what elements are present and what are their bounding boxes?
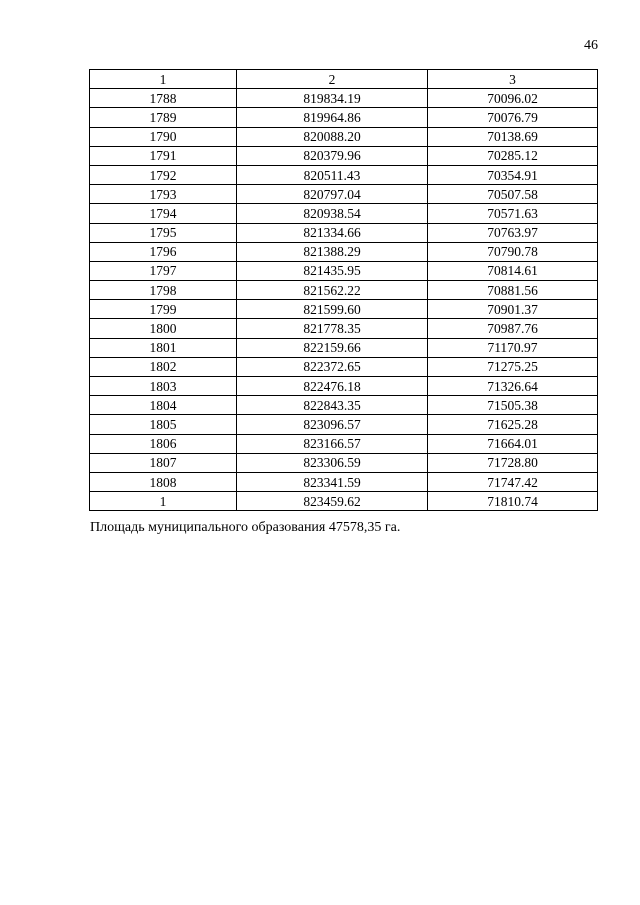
y-coordinate-cell: 70987.76 (428, 319, 598, 338)
point-number-cell: 1800 (90, 319, 237, 338)
y-coordinate-cell: 71810.74 (428, 492, 598, 511)
x-coordinate-cell: 820511.43 (237, 165, 428, 184)
table-row (90, 223, 598, 242)
table-row (90, 453, 598, 472)
table-row (90, 165, 598, 184)
x-coordinate-cell: 820379.96 (237, 146, 428, 165)
x-coordinate-cell: 823096.57 (237, 415, 428, 434)
x-coordinate-cell: 821562.22 (237, 281, 428, 300)
area-note: Площадь муниципального образования 47578,35 га. (90, 520, 401, 535)
y-coordinate-cell: 71275.25 (428, 357, 598, 376)
page-number: 46 (584, 38, 598, 53)
point-number-cell: 1791 (90, 146, 237, 165)
point-number-cell: 1798 (90, 281, 237, 300)
x-coordinate-cell: 823306.59 (237, 453, 428, 472)
y-coordinate-cell: 70571.63 (428, 204, 598, 223)
y-coordinate-cell: 70354.91 (428, 165, 598, 184)
point-number-cell: 1806 (90, 434, 237, 453)
table-row (90, 377, 598, 396)
y-coordinate-cell: 71728.80 (428, 453, 598, 472)
y-coordinate-cell: 71326.64 (428, 377, 598, 396)
x-coordinate-cell: 822843.35 (237, 396, 428, 415)
x-coordinate-cell: 823166.57 (237, 434, 428, 453)
table-row (90, 492, 598, 511)
table-row (90, 127, 598, 146)
point-number-cell: 1803 (90, 377, 237, 396)
point-number-cell: 1807 (90, 453, 237, 472)
point-number-cell: 1790 (90, 127, 237, 146)
x-coordinate-cell: 821334.66 (237, 223, 428, 242)
x-coordinate-cell: 822476.18 (237, 377, 428, 396)
x-coordinate-cell: 823459.62 (237, 492, 428, 511)
x-coordinate-cell: 820938.54 (237, 204, 428, 223)
table-row (90, 185, 598, 204)
y-coordinate-cell: 70285.12 (428, 146, 598, 165)
x-coordinate-cell: 822372.65 (237, 357, 428, 376)
x-coordinate-cell: 820797.04 (237, 185, 428, 204)
point-number-cell: 1793 (90, 185, 237, 204)
point-number-cell: 1796 (90, 242, 237, 261)
header-row (90, 70, 598, 89)
x-coordinate-cell: 819964.86 (237, 108, 428, 127)
y-coordinate-cell: 70507.58 (428, 185, 598, 204)
x-coordinate-cell: 823341.59 (237, 472, 428, 491)
y-coordinate-cell: 70881.56 (428, 281, 598, 300)
point-number-cell: 1804 (90, 396, 237, 415)
y-coordinate-cell: 71170.97 (428, 338, 598, 357)
x-coordinate-cell: 822159.66 (237, 338, 428, 357)
y-coordinate-cell: 70790.78 (428, 242, 598, 261)
point-number-cell: 1797 (90, 261, 237, 280)
x-coordinate-cell: 821435.95 (237, 261, 428, 280)
x-coordinate-cell: 821388.29 (237, 242, 428, 261)
point-number-cell: 1788 (90, 89, 237, 108)
table-row (90, 204, 598, 223)
point-number-cell: 1 (90, 492, 237, 511)
y-coordinate-cell: 70076.79 (428, 108, 598, 127)
y-coordinate-cell: 71625.28 (428, 415, 598, 434)
point-number-cell: 1794 (90, 204, 237, 223)
table-row (90, 281, 598, 300)
point-number-cell: 1808 (90, 472, 237, 491)
table-row (90, 300, 598, 319)
table-row (90, 242, 598, 261)
x-coordinate-cell: 821599.60 (237, 300, 428, 319)
coordinates-table (89, 69, 598, 511)
point-number-cell: 1792 (90, 165, 237, 184)
table-row (90, 89, 598, 108)
point-number-cell: 1795 (90, 223, 237, 242)
point-number-cell: 1805 (90, 415, 237, 434)
point-number-cell: 1799 (90, 300, 237, 319)
y-coordinate-cell: 71505.38 (428, 396, 598, 415)
header-cell-1: 1 (90, 70, 237, 89)
point-number-cell: 1802 (90, 357, 237, 376)
table-row (90, 261, 598, 280)
x-coordinate-cell: 820088.20 (237, 127, 428, 146)
y-coordinate-cell: 70901.37 (428, 300, 598, 319)
table-row (90, 357, 598, 376)
table-row (90, 415, 598, 434)
y-coordinate-cell: 70814.61 (428, 261, 598, 280)
header-cell-3: 3 (428, 70, 598, 89)
y-coordinate-cell: 71747.42 (428, 472, 598, 491)
table-row (90, 146, 598, 165)
point-number-cell: 1801 (90, 338, 237, 357)
y-coordinate-cell: 70096.02 (428, 89, 598, 108)
table-row (90, 434, 598, 453)
header-cell-2: 2 (237, 70, 428, 89)
table-row (90, 338, 598, 357)
table-row (90, 396, 598, 415)
table-row (90, 319, 598, 338)
table-body (90, 89, 598, 511)
y-coordinate-cell: 70138.69 (428, 127, 598, 146)
x-coordinate-cell: 819834.19 (237, 89, 428, 108)
table-row (90, 108, 598, 127)
table-row (90, 472, 598, 491)
y-coordinate-cell: 70763.97 (428, 223, 598, 242)
y-coordinate-cell: 71664.01 (428, 434, 598, 453)
table-header (90, 70, 598, 89)
x-coordinate-cell: 821778.35 (237, 319, 428, 338)
point-number-cell: 1789 (90, 108, 237, 127)
